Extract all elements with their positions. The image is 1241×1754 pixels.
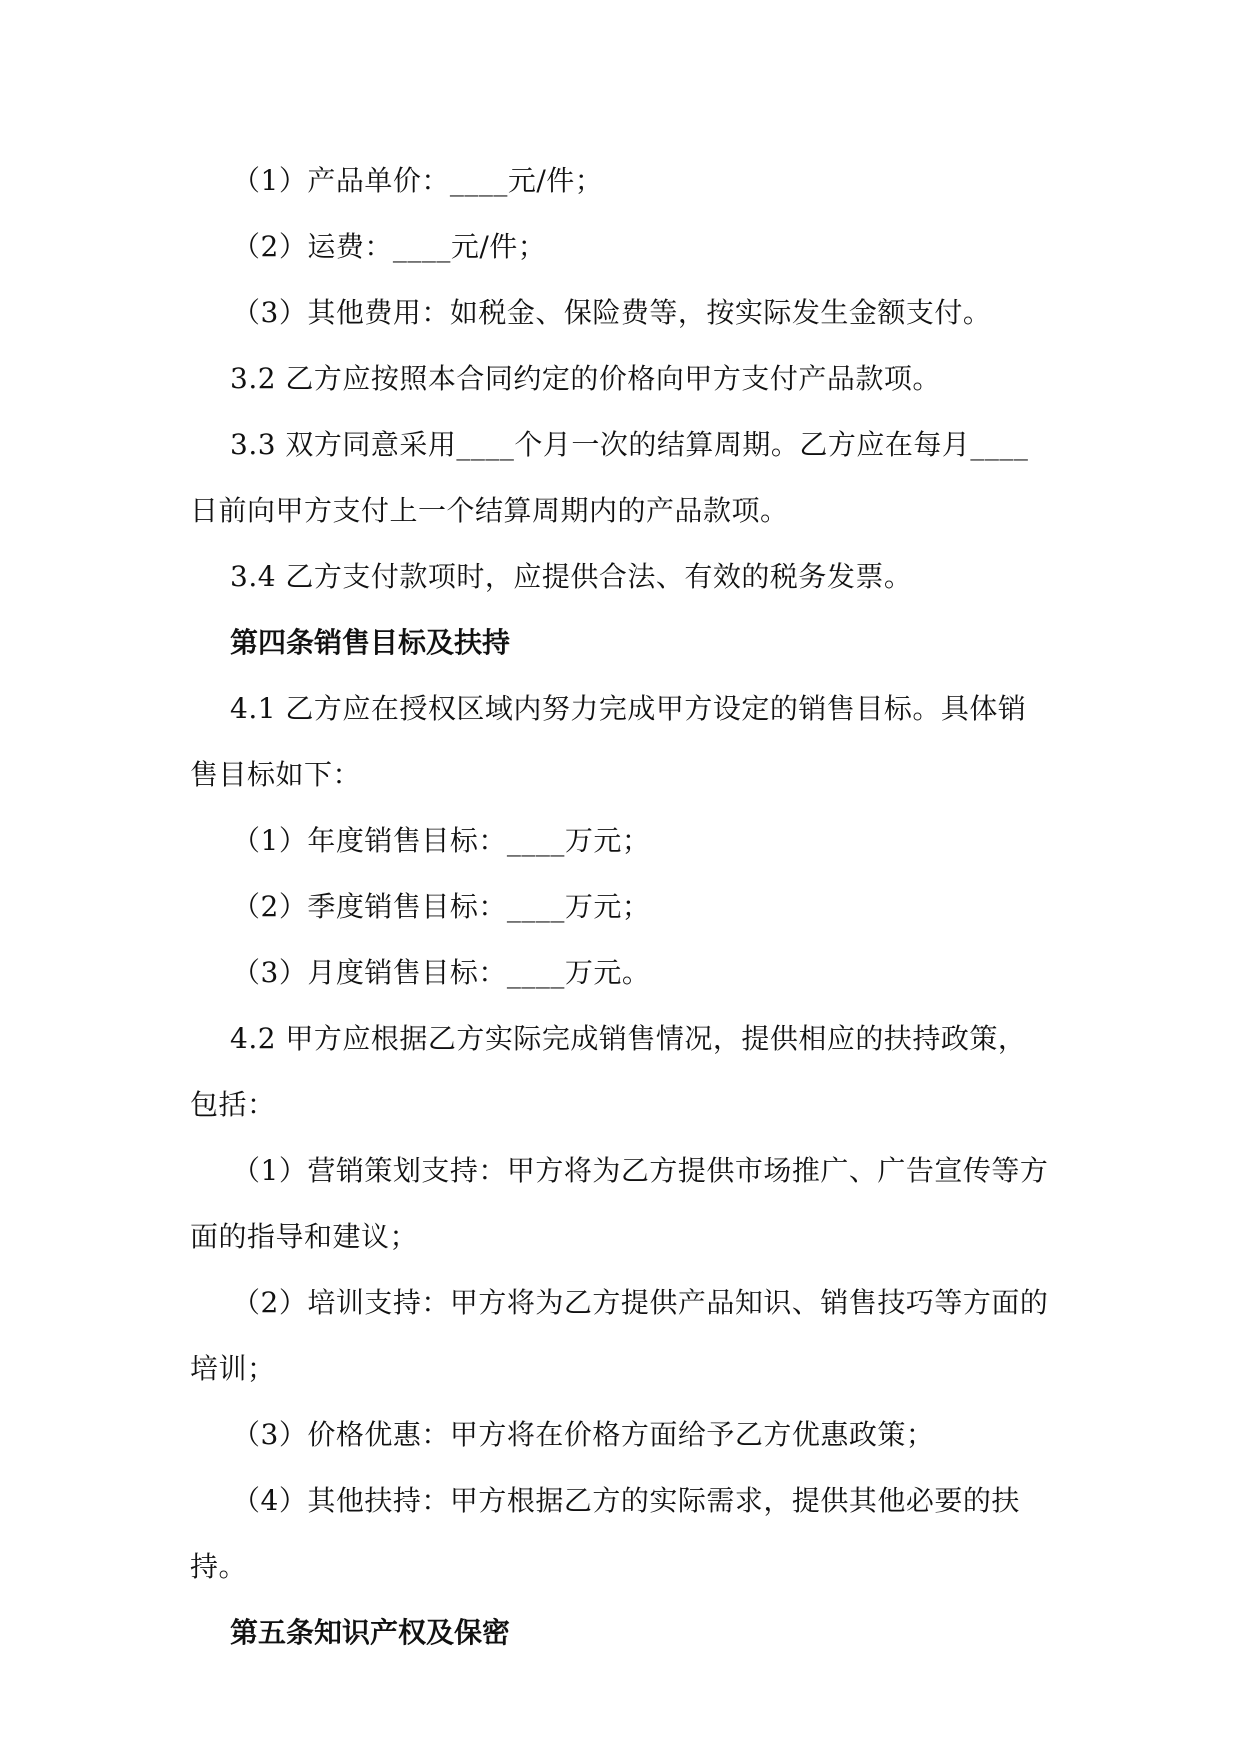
section-heading-5: 第五条知识产权及保密 bbox=[230, 1616, 511, 1649]
target-item-monthly: （3）月度销售目标：____万元。 bbox=[232, 956, 651, 989]
clause-3-4: 3.4 乙方支付款项时，应提供合法、有效的税务发票。 bbox=[230, 560, 913, 593]
clause-3-3: 3.3 双方同意采用____个月一次的结算周期。乙方应在每月____日前向甲方支付上一个结算周期内的产品款项。 bbox=[190, 428, 1029, 527]
price-item-freight: （2）运费：____元/件； bbox=[232, 230, 547, 263]
section-heading-4: 第四条销售目标及扶持 bbox=[230, 626, 511, 659]
clause-4-1: 4.1 乙方应在授权区域内努力完成甲方设定的销售目标。具体销售目标如下： bbox=[190, 692, 1027, 791]
clause-4-2: 4.2 甲方应根据乙方实际完成销售情况，提供相应的扶持政策，包括： bbox=[190, 1022, 1027, 1121]
target-item-annual: （1）年度销售目标：____万元； bbox=[232, 824, 651, 857]
support-item-marketing: （1）营销策划支持：甲方将为乙方提供市场推广、广告宣传等方面的指导和建议； bbox=[190, 1154, 1049, 1253]
price-item-other-fees: （3）其他费用：如税金、保险费等，按实际发生金额支付。 bbox=[232, 296, 992, 329]
support-item-other: （4）其他扶持：甲方根据乙方的实际需求，提供其他必要的扶持。 bbox=[190, 1484, 1020, 1583]
price-item-unit-price: （1）产品单价：____元/件； bbox=[232, 164, 604, 197]
document-body bbox=[190, 148, 1050, 1666]
target-item-quarterly: （2）季度销售目标：____万元； bbox=[232, 890, 651, 923]
clause-3-2: 3.2 乙方应按照本合同约定的价格向甲方支付产品款项。 bbox=[230, 362, 941, 395]
support-item-price-discount: （3）价格优惠：甲方将在价格方面给予乙方优惠政策； bbox=[232, 1418, 935, 1451]
support-item-training: （2）培训支持：甲方将为乙方提供产品知识、销售技巧等方面的培训； bbox=[190, 1286, 1049, 1385]
